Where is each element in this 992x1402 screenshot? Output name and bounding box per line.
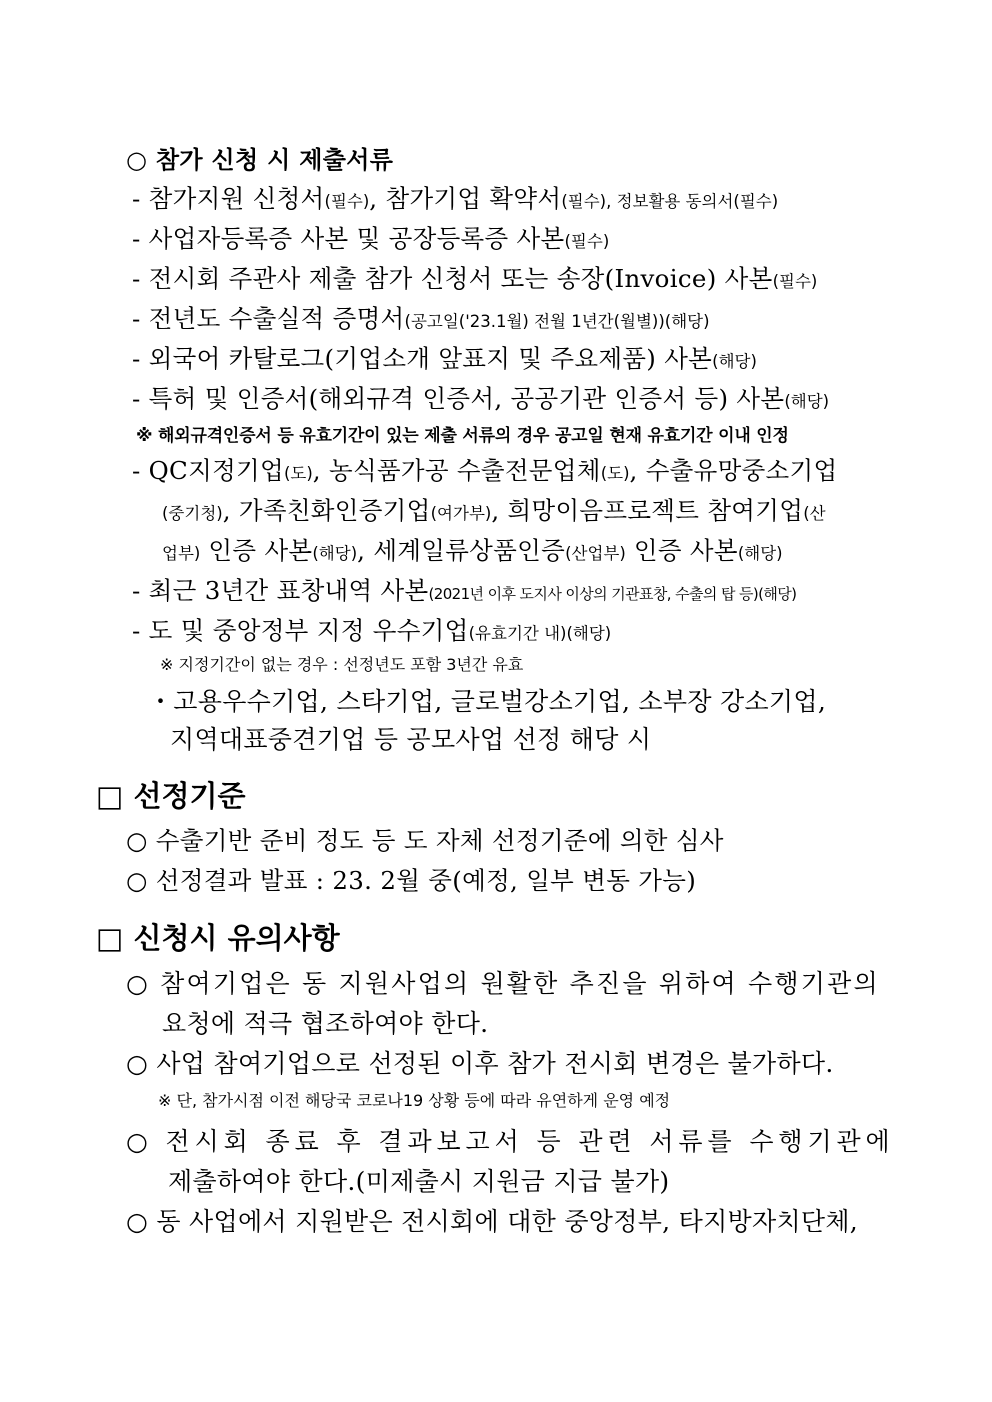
qc-line-1-d: (도) xyxy=(600,464,630,483)
qc-line-1 xyxy=(132,452,837,487)
doc-item-1-main2: , 참가기업 확약서 xyxy=(369,184,562,213)
award-item-main: - 최근 3년간 표창내역 사본 xyxy=(132,576,429,605)
excellent-company-item xyxy=(132,612,611,647)
doc-item-3-main: - 전시회 주관사 제출 참가 신청서 또는 송장(Invoice) 사본 xyxy=(132,264,773,293)
excellent-company-sub: (유효기간 내)(해당) xyxy=(468,624,612,643)
doc-item-2-sub: (필수) xyxy=(564,232,610,251)
award-item xyxy=(132,572,796,607)
qc-line-3-e: (산업부) xyxy=(565,544,626,563)
doc-item-5-main: - 외국어 카탈로그(기업소개 앞표지 및 주요제품) 사본 xyxy=(132,344,713,373)
doc-item-1-sub2: (필수), 정보활용 동의서(필수) xyxy=(561,192,779,211)
qc-line-2-d: , 희망이음프로젝트 참여기업 xyxy=(491,496,804,525)
qc-line-3-f: 인증 사본 xyxy=(625,536,738,565)
doc-item-4-sub: (공고일('23.1월) 전월 1년간(월별))(해당) xyxy=(404,312,710,331)
qc-line-3-b: 인증 사본 xyxy=(200,536,313,565)
qc-line-2-a: (중기청) xyxy=(162,504,223,523)
doc-item-6-sub: (해당) xyxy=(784,392,830,411)
doc-item-1 xyxy=(132,180,778,215)
doc-item-6 xyxy=(132,380,829,415)
bullet-line-1: ・고용우수기업, 스타기업, 글로벌강소기업, 소부장 강소기업, xyxy=(148,687,827,716)
selection-item-1: ○ 수출기반 준비 정도 등 도 자체 선정기준에 의한 심사 xyxy=(126,826,724,855)
caution-item-2: ○ 사업 참여기업으로 선정된 이후 참가 전시회 변경은 불가하다. xyxy=(126,1049,834,1078)
doc-item-4 xyxy=(132,300,710,335)
qc-line-3-a: 업부) xyxy=(162,544,201,563)
submission-docs-title: ○ 참가 신청 시 제출서류 xyxy=(126,146,394,174)
qc-line-1-a: - QC지정기업 xyxy=(132,456,284,485)
qc-line-3 xyxy=(162,532,783,567)
qc-line-3-g: (해당) xyxy=(737,544,783,563)
qc-line-2-e: (산 xyxy=(803,504,826,523)
doc-item-6-main: - 특허 및 인증서(해외규격 인증서, 공공기관 인증서 등) 사본 xyxy=(132,384,785,413)
caution-item-1-line-2: 요청에 적극 협조하여야 한다. xyxy=(162,1009,489,1038)
caution-item-3-line-1: ○ 전시회 종료 후 결과보고서 등 관련 서류를 수행기관에 xyxy=(126,1127,895,1156)
doc-item-2 xyxy=(132,220,609,255)
qc-line-2-b: , 가족친화인증기업 xyxy=(222,496,431,525)
caution-item-2-note: ※ 단, 참가시점 이전 해당국 코로나19 상황 등에 따라 유연하게 운영 예정 xyxy=(158,1091,671,1110)
caution-item-3-line-2: 제출하여야 한다.(미제출시 지원금 지급 불가) xyxy=(168,1167,670,1196)
doc-item-5-sub: (해당) xyxy=(712,352,757,371)
caution-item-4: ○ 동 사업에서 지원받은 전시회에 대한 중앙정부, 타지방자치단체, xyxy=(126,1207,859,1236)
qc-line-1-b: (도) xyxy=(283,464,313,483)
doc-item-5 xyxy=(132,340,757,375)
excellent-company-main: - 도 및 중앙정부 지정 우수기업 xyxy=(132,616,469,645)
selection-heading: □ 선정기준 xyxy=(96,779,246,813)
qc-line-2-c: (여가부) xyxy=(430,504,492,523)
period-note: ※ 지정기간이 없는 경우 : 선정년도 포함 3년간 유효 xyxy=(160,655,524,674)
caution-item-1-line-1: ○ 참여기업은 동 지원사업의 원활한 추진을 위하여 수행기관의 xyxy=(126,969,880,998)
selection-item-2: ○ 선정결과 발표 : 23. 2월 중(예정, 일부 변동 가능) xyxy=(126,866,697,895)
award-item-sub: (2021년 이후 도지사 이상의 기관표창, 수출의 탑 등)(해당) xyxy=(428,585,797,603)
doc-item-2-main: - 사업자등록증 사본 및 공장등록증 사본 xyxy=(132,224,565,253)
doc-item-4-main: - 전년도 수출실적 증명서 xyxy=(132,304,405,333)
doc-item-1-main: - 참가지원 신청서 xyxy=(132,184,325,213)
qc-line-1-e: , 수출유망중소기업 xyxy=(629,456,838,485)
validity-note: ※ 해외규격인증서 등 유효기간이 있는 제출 서류의 경우 공고일 현재 유효기간 이내 인정 xyxy=(136,426,789,446)
doc-item-1-sub: (필수) xyxy=(324,192,370,211)
qc-line-3-d: , 세계일류상품인증 xyxy=(357,536,566,565)
doc-item-3-sub: (필수) xyxy=(772,272,818,291)
doc-item-3 xyxy=(132,260,817,295)
cautions-heading: □ 신청시 유의사항 xyxy=(96,921,340,955)
bullet-line-2: 지역대표중견기업 등 공모사업 선정 해당 시 xyxy=(170,725,652,754)
qc-line-1-c: , 농식품가공 수출전문업체 xyxy=(312,456,601,485)
qc-line-2 xyxy=(162,492,826,527)
qc-line-3-c: (해당) xyxy=(312,544,358,563)
